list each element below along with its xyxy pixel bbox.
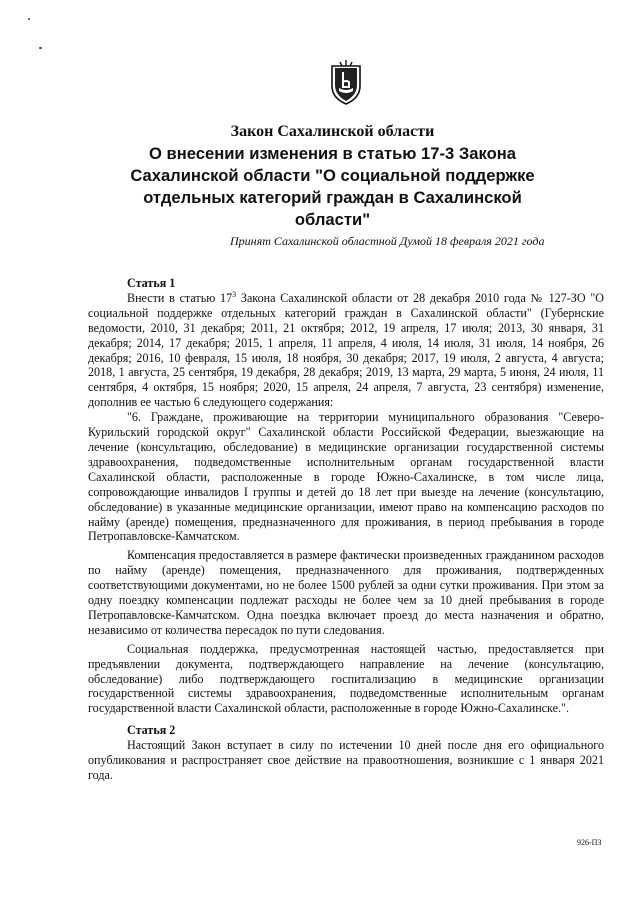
law-title-line: Сахалинской области "О социальной поддержке — [130, 166, 535, 185]
article-1-intro — [88, 291, 604, 410]
article-2-heading: Статья 2 — [127, 723, 176, 737]
intro-text-rest: Закона Сахалинской области от 28 декабря 2010 года № 127-ЗО "О социальной поддержке отдельных категорий граждан в Сахалинской области" (Губернские ведомости, 2010, 31 декабря; 2011, 21 октября; 2012, 19 апреля, 17 июля; 2013, 30 января, 31 декабря; 2014, 17 декабря; 2015, 1 апреля, 11 апреля, 4 июля, 14 июля, 31 июля, 14 ноября, 26 декабря; 2016, 10 февраля, 15 июля, 18 ноября, 30 декабря; 2017, 19 июля, 2 августа, 4 августа; 2018, 1 августа, 25 сентября, 19 декабря, 28 декабря; 2019, 13 марта, 29 марта, 5 июня, 24 июля, 11 сентября, 4 октября, 15 ноября; 2020, 15 апреля, 24 апреля, 7 августа, 23 сентября) изменение, дополнив ее частью 6 следующего содержания: — [88, 290, 605, 410]
law-title-line: О внесении изменения в статью 17-3 Закона — [149, 144, 516, 163]
article-1-heading: Статья 1 — [127, 276, 176, 290]
article-superscript: 3 — [232, 289, 237, 299]
article-1-paragraph: Социальная поддержка, предусмотренная настоящей частью, предоставляется при предъявлении документа, подтверждающего направление на лечение (консультацию, обследование) либо подтверждающего госпитализацию в медицинские организации государственной системы здравоохранения, подведомственные исполнительным органам государственной власти Сахалинской области, расположенные в городе Южно-Сахалинске.". — [88, 641, 604, 716]
law-title — [120, 143, 545, 231]
article-1 — [88, 276, 604, 716]
law-name: Закон Сахалинской области — [230, 123, 435, 140]
law-title-line: области" — [294, 210, 371, 229]
law-header — [120, 122, 545, 231]
law-title-line: отдельных категорий граждан в Сахалинской — [143, 188, 522, 207]
intro-text-start: Внести в статью 17 — [127, 290, 233, 305]
adoption-note: Принят Сахалинской областной Думой 18 февраля 2021 года — [230, 234, 545, 248]
document-code: 926-ПЗ — [577, 838, 602, 847]
article-2 — [88, 723, 604, 783]
article-1-paragraph: "6. Граждане, проживающие на территории муниципального образования "Северо-Курильский городской округ" Сахалинской области Российской Федерации, выезжающие на лечение (консультацию, обследование) в медицинские организации государственной системы здравоохранения, подведомственные исполнительным органам государственной власти Сахалинской области, расположенные в городе Южно-Сахалинске, в том числе лица, сопровождающие инвалидов I группы и детей до 18 лет при выезде на лечение (консультацию, обследование) в указанные медицинские организации, имеют право на компенсацию расходов по найму (аренде) помещения, предназначенного для проживания, в период пребывания в городе Петропавловске-Камчатском. — [88, 410, 604, 544]
article-1-paragraph: Компенсация предоставляется в размере фактически произведенных гражданином расходов по найму (аренде) помещения, предназначенного для проживания, подтвержденных соответствующими документами, но не более 1500 рублей за одни сутки проживания. При этом за одну поездку компенсации подлежат расходы не более чем за 10 дней пребывания в городе Петропавловске-Камчатском. Одна поездка включает проезд до места назначения и обратно, независимо от количества пересадок по пути следования. — [88, 548, 604, 637]
article-2-text: Настоящий Закон вступает в силу по истечении 10 дней после дня его официального опубликования и распространяет свое действие на правоотношения, возникшие с 1 января 2021 года. — [88, 737, 604, 782]
coat-of-arms-icon — [326, 58, 366, 106]
scan-speck — [39, 47, 42, 49]
scan-speck — [28, 18, 30, 20]
